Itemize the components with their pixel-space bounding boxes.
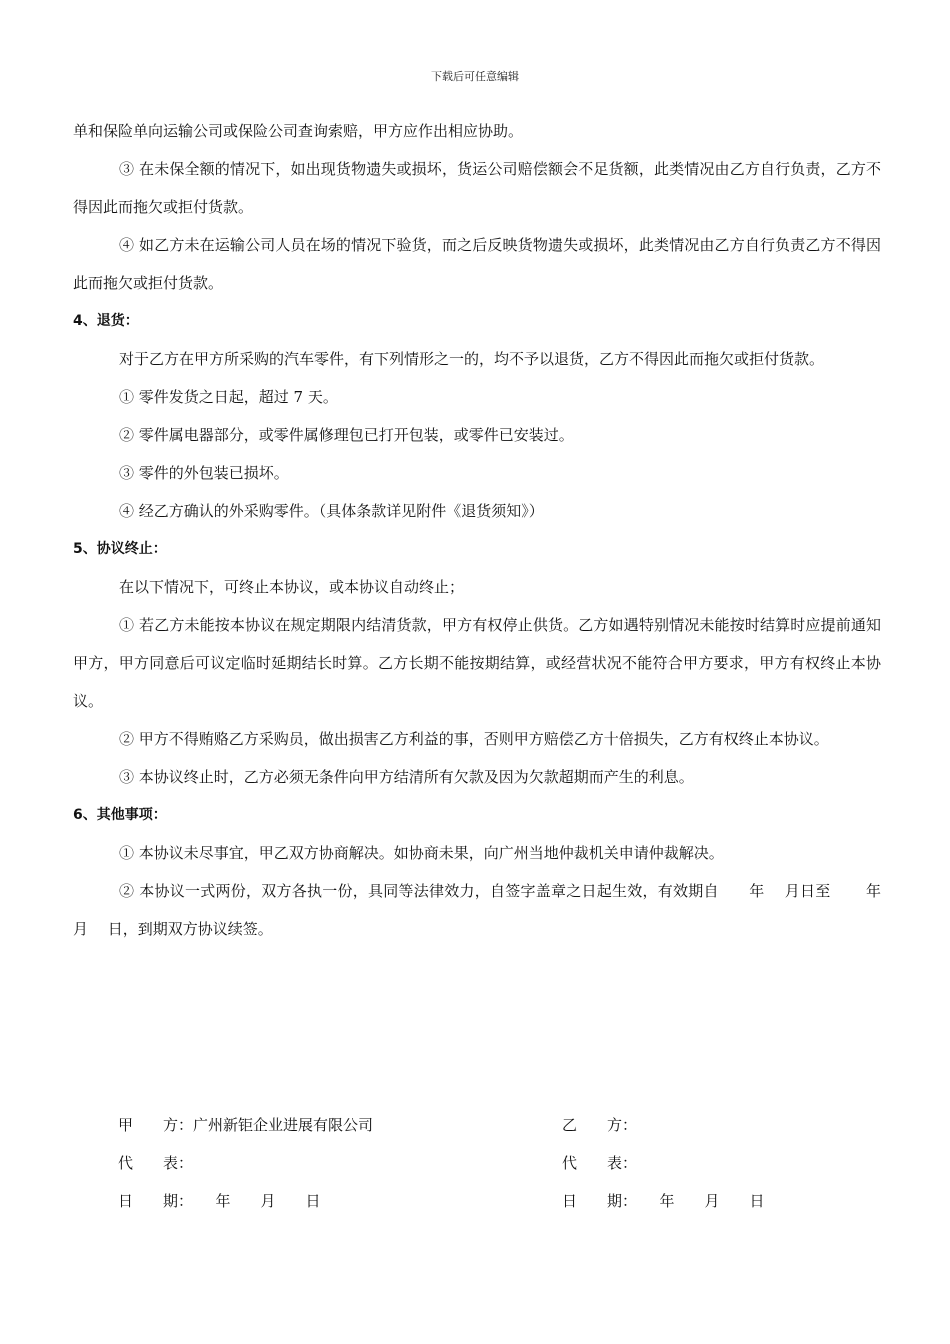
other-item-2: ② 本协议一式两份，双方各执一份，具同等法律效力，自签字盖章之日起生效，有效期自 年 月日至 年 月 日，到期双方协议续签。 [73,882,901,938]
other-item-1: ① 本协议未尽事宜，甲乙双方协商解决。如协商未果，向广州当地仲裁机关申请仲裁解决。 [119,844,724,862]
party-b-label: 乙 方： [562,1116,638,1134]
signature-row-representative [118,1144,818,1182]
termination-item-2: ② 甲方不得贿赂乙方采购员，做出损害乙方利益的事，否则甲方赔偿乙方十倍损失，乙方有权终止本协议。 [119,730,829,748]
section-heading-termination: 5、协议终止： [73,541,167,557]
section-heading-other: 6、其他事项： [73,807,167,823]
signature-block [118,1106,818,1220]
party-b-representative: 代 表： [562,1154,638,1172]
termination-item-1: ① 若乙方未能按本协议在规定期限内结清货款，甲方有权停止供货。乙方如遇特别情况未能按时结算时应提前通知甲方，甲方同意后可议定临时延期结长时算。乙方长期不能按期结算，或经营状况不能符合甲方要求，甲方有权终止本协议。 [73,616,881,710]
paragraph-insurance-claim: 单和保险单向运输公司或保险公司查询索赔，甲方应作出相应协助。 [73,122,524,140]
party-b-date: 日 期： 年 月 日 [562,1192,765,1210]
returns-item-2: ② 零件属电器部分，或零件属修理包已打开包装，或零件已安装过。 [119,426,574,444]
document-body [73,112,901,948]
returns-item-1: ① 零件发货之日起，超过 7 天。 [119,388,338,406]
clause-4-inspection: ④ 如乙方未在运输公司人员在场的情况下验货，而之后反映货物遗失或损坏，此类情况由乙方自行负责乙方不得因此而拖欠或拒付货款。 [73,236,881,292]
signature-row-date [118,1182,818,1220]
returns-item-4: ④ 经乙方确认的外采购零件。（具体条款详见附件《退货须知》） [119,502,544,520]
termination-item-3: ③ 本协议终止时，乙方必须无条件向甲方结清所有欠款及因为欠款超期而产生的利息。 [119,768,694,786]
party-a-date: 日 期： 年 月 日 [118,1192,321,1210]
party-a-label: 甲 方：广州新钜企业进展有限公司 [118,1116,374,1134]
party-a-representative: 代 表： [118,1154,194,1172]
page-header-note: 下载后可任意编辑 [431,70,519,83]
paragraph-termination-intro: 在以下情况下，可终止本协议，或本协议自动终止； [119,578,465,596]
paragraph-returns-intro: 对于乙方在甲方所采购的汽车零件，有下列情形之一的，均不予以退货，乙方不得因此而拖欠或拒付货款。 [119,350,825,368]
section-heading-returns: 4、退货： [73,313,139,329]
clause-3-uninsured: ③ 在未保全额的情况下，如出现货物遗失或损坏，货运公司赔偿额会不足货额，此类情况由乙方自行负责，乙方不得因此而拖欠或拒付货款。 [73,160,881,216]
signature-row-party [118,1106,818,1144]
returns-item-3: ③ 零件的外包装已损坏。 [119,464,289,482]
